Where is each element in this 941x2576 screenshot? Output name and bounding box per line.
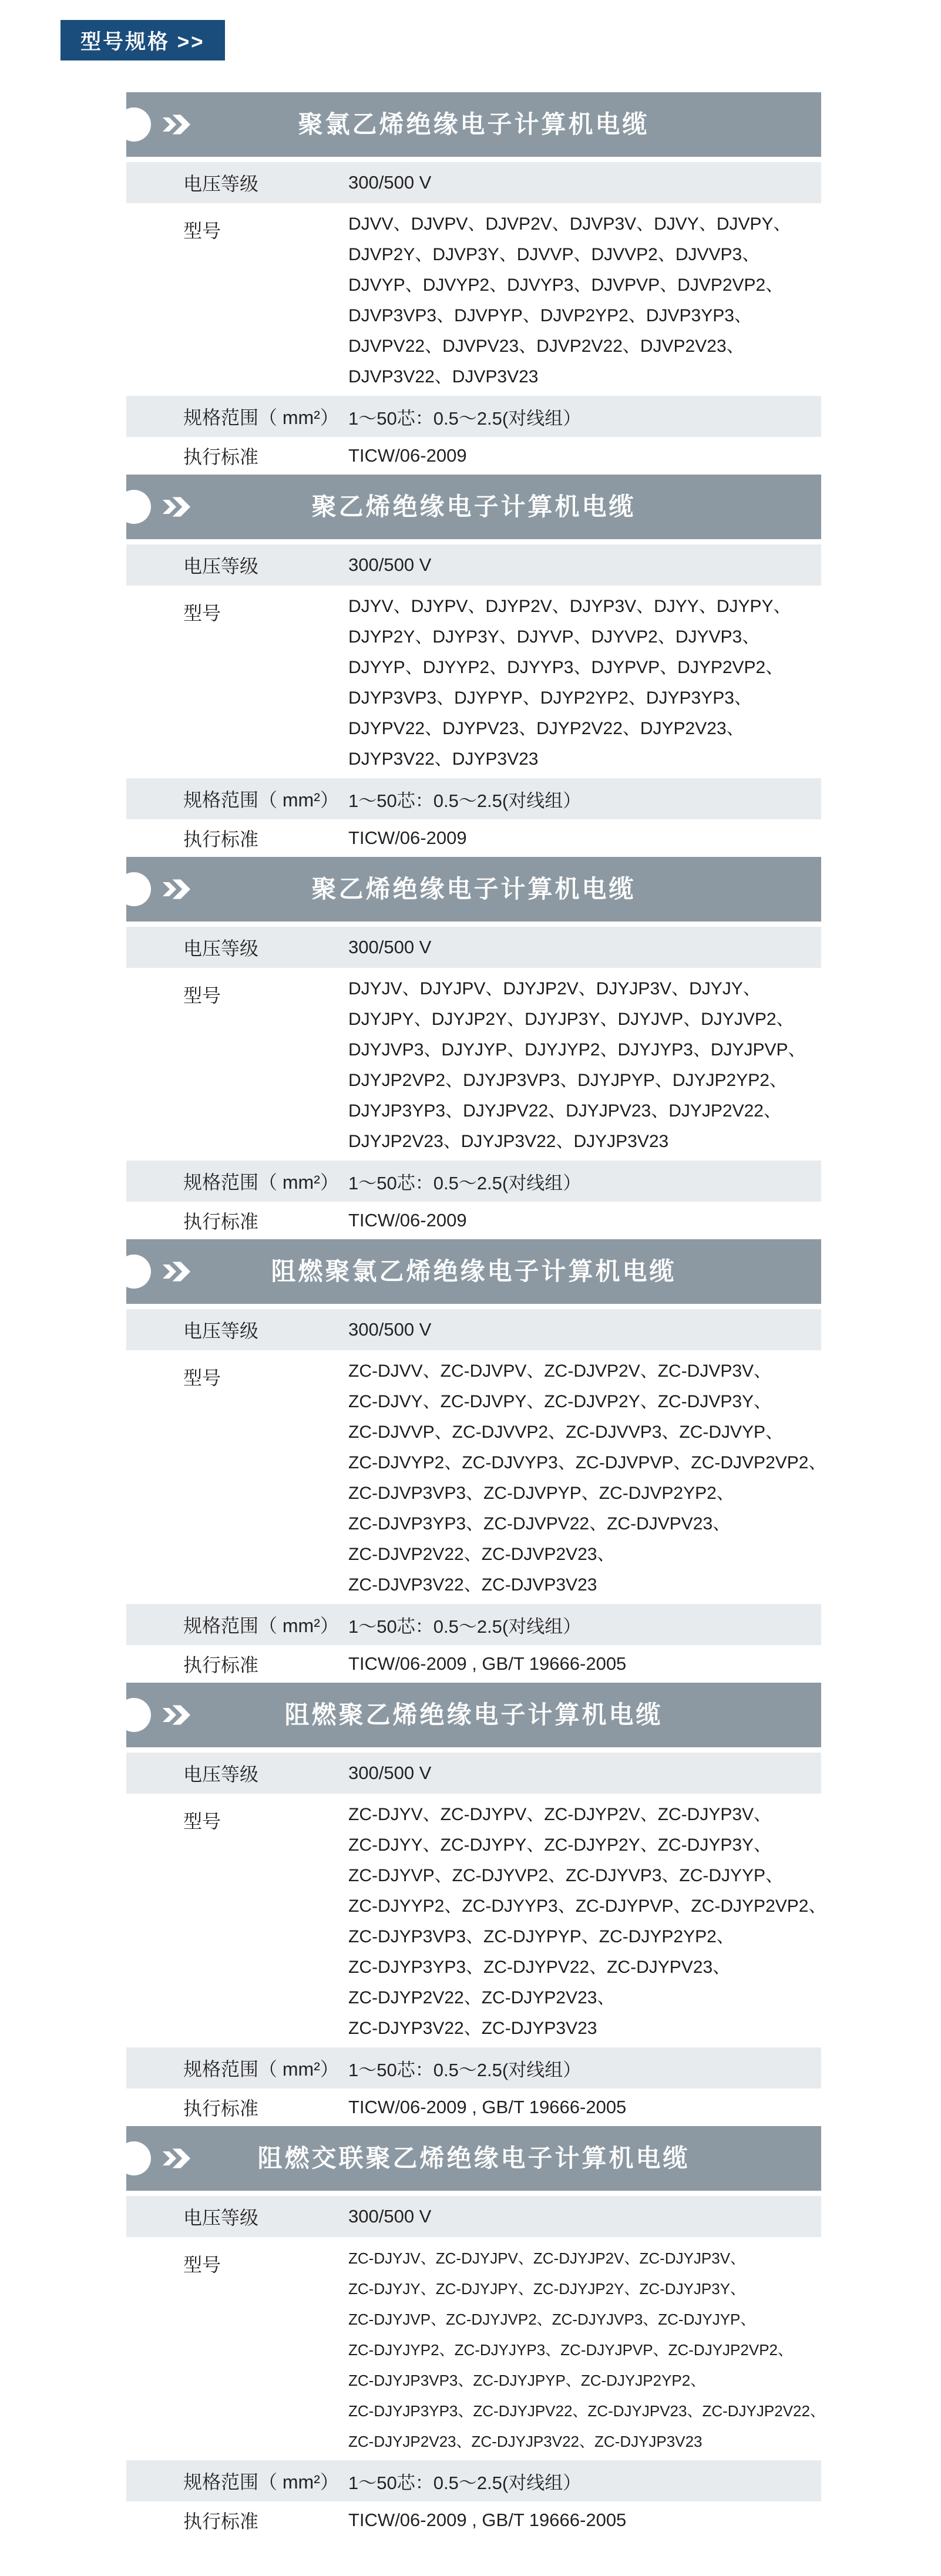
model-line: ZC-DJYJP3YP3、ZC-DJYJPV22、ZC-DJYJPV23、ZC-DJYJP2V22、 [348, 2402, 825, 2420]
model-lines [348, 974, 806, 1157]
voltage-row [126, 544, 821, 586]
spec-range-value: 1～50芯：0.5～2.5(对线组） [348, 2059, 582, 2080]
voltage-label: 电压等级 [183, 556, 259, 577]
section-pe [126, 475, 821, 857]
voltage-label: 电压等级 [183, 938, 259, 959]
standard-row [126, 2089, 821, 2126]
model-label: 型号 [183, 603, 221, 624]
standard-label: 执行标准 [183, 829, 259, 850]
model-line: DJYJPY、DJYJP2Y、DJYJP3Y、DJYJVP、DJYJVP2、 [348, 1010, 794, 1029]
model-line: DJVV、DJVPV、DJVP2V、DJVP3V、DJVY、DJVPY、 [348, 214, 791, 234]
model-row [126, 1350, 826, 1604]
standard-value: TICW/06-2009 , GB/T 19666-2005 [348, 2510, 627, 2530]
circle-notch-icon [117, 490, 151, 524]
spec-range-label: 规格范围（ mm²） [183, 407, 339, 428]
spec-range-value: 1～50芯：0.5～2.5(对线组） [348, 1616, 582, 1637]
section-header [126, 1683, 821, 1747]
arrow-icon [163, 877, 191, 901]
model-lines [348, 1800, 826, 2044]
model-line: ZC-DJYJYP2、ZC-DJYJYP3、ZC-DJYJPVP、ZC-DJYJP2VP2、 [348, 2341, 793, 2359]
voltage-label: 电压等级 [183, 1320, 259, 1341]
arrow-icon [163, 1260, 191, 1283]
model-line: DJVP3VP3、DJVPYP、DJVP2YP2、DJVP3YP3、 [348, 306, 752, 325]
spec-range-row [126, 778, 821, 819]
model-line: DJVP2Y、DJVP3Y、DJVVP、DJVVP2、DJVVP3、 [348, 245, 760, 264]
standard-value: TICW/06-2009 , GB/T 19666-2005 [348, 1653, 627, 1674]
arrow-icon [163, 495, 191, 519]
section-pvc [126, 92, 821, 475]
model-line: DJYV、DJYPV、DJYP2V、DJYP3V、DJYY、DJYPY、 [348, 597, 791, 616]
section-header [126, 475, 821, 539]
standard-row [126, 1645, 821, 1683]
model-line: ZC-DJVP3VP3、ZC-DJVPYP、ZC-DJVP2YP2、 [348, 1484, 734, 1503]
standard-value: TICW/06-2009 , GB/T 19666-2005 [348, 2097, 627, 2117]
standard-value: TICW/06-2009 [348, 828, 467, 848]
voltage-value: 300/500 V [348, 937, 432, 957]
arrow-icon [163, 113, 191, 136]
voltage-row [126, 162, 821, 203]
model-label: 型号 [183, 220, 221, 241]
spec-table [126, 92, 826, 2539]
model-line: DJVP3V22、DJVP3V23 [348, 367, 539, 386]
model-line: DJYJP2V23、DJYJP3V22、DJYJP3V23 [348, 1132, 669, 1151]
model-row [126, 2237, 825, 2460]
model-line: ZC-DJVP3YP3、ZC-DJVPV22、ZC-DJVPV23、 [348, 1514, 731, 1534]
section-title: 聚乙烯绝缘电子计算机电缆 [311, 493, 636, 520]
spec-range-row [126, 396, 821, 437]
standard-row [126, 2501, 821, 2539]
spec-range-value: 1～50芯：0.5～2.5(对线组） [348, 1172, 582, 1193]
spec-range-label: 规格范围（ mm²） [183, 1172, 339, 1193]
section-header [126, 92, 821, 157]
model-row [126, 586, 821, 778]
section-title: 聚氯乙烯绝缘电子计算机电缆 [298, 110, 650, 138]
spec-range-label: 规格范围（ mm²） [183, 1615, 339, 1636]
standard-value: TICW/06-2009 [348, 1210, 467, 1230]
section-title: 阻燃交联聚乙烯绝缘电子计算机电缆 [257, 2144, 690, 2172]
model-label: 型号 [183, 985, 221, 1006]
voltage-label: 电压等级 [183, 173, 259, 194]
model-line: ZC-DJVVP、ZC-DJVVP2、ZC-DJVVP3、ZC-DJVYP、 [348, 1422, 784, 1442]
model-line: DJVPV22、DJVPV23、DJVP2V22、DJVP2V23、 [348, 337, 744, 356]
voltage-value: 300/500 V [348, 172, 432, 193]
model-lines [348, 209, 791, 392]
spec-range-label: 规格范围（ mm²） [183, 789, 339, 811]
model-lines [348, 591, 791, 775]
model-label: 型号 [183, 1811, 221, 1832]
circle-notch-icon [117, 2141, 151, 2175]
model-line: ZC-DJYYP2、ZC-DJYYP3、ZC-DJYPVP、ZC-DJYP2VP2、 [348, 1896, 826, 1916]
model-line: ZC-DJYY、ZC-DJYPY、ZC-DJYP2Y、ZC-DJYP3Y、 [348, 1835, 772, 1855]
standard-row [126, 819, 821, 857]
voltage-value: 300/500 V [348, 554, 432, 575]
voltage-row [126, 1309, 821, 1350]
arrow-icon [163, 1703, 191, 1727]
model-lines [348, 2243, 825, 2457]
circle-notch-icon [117, 1698, 151, 1732]
section-title: 阻燃聚乙烯绝缘电子计算机电缆 [284, 1701, 663, 1728]
model-line: ZC-DJVY、ZC-DJVPY、ZC-DJVP2Y、ZC-DJVP3Y、 [348, 1392, 772, 1411]
model-line: DJYPV22、DJYPV23、DJYP2V22、DJYP2V23、 [348, 719, 744, 738]
standard-label: 执行标准 [183, 1654, 259, 1676]
model-line: ZC-DJYVP、ZC-DJYVP2、ZC-DJYVP3、ZC-DJYYP、 [348, 1866, 784, 1885]
spec-range-row [126, 2460, 821, 2501]
standard-value: TICW/06-2009 [348, 445, 467, 466]
circle-notch-icon [117, 1255, 151, 1289]
spec-badge[interactable]: 型号规格 >> [61, 20, 225, 60]
model-line: DJYP2Y、DJYP3Y、DJYVP、DJYVP2、DJYVP3、 [348, 627, 760, 647]
voltage-label: 电压等级 [183, 2207, 259, 2228]
model-line: DJYP3V22、DJYP3V23 [348, 749, 539, 769]
model-row [126, 968, 821, 1161]
model-line: ZC-DJYJV、ZC-DJYJPV、ZC-DJYJP2V、ZC-DJYJP3V、 [348, 2249, 746, 2267]
spec-range-value: 1～50芯：0.5～2.5(对线组） [348, 408, 582, 429]
model-line: ZC-DJYJVP、ZC-DJYJVP2、ZC-DJYJVP3、ZC-DJYJYP、 [348, 2311, 756, 2328]
model-line: ZC-DJYP3YP3、ZC-DJYPV22、ZC-DJYPV23、 [348, 1958, 731, 1977]
model-line: ZC-DJYP3V22、ZC-DJYP3V23 [348, 2019, 597, 2038]
spec-range-row [126, 2047, 821, 2089]
section-fr-pe [126, 1683, 826, 2126]
model-line: ZC-DJYP3VP3、ZC-DJYPYP、ZC-DJYP2YP2、 [348, 1927, 734, 1946]
spec-range-value: 1～50芯：0.5～2.5(对线组） [348, 790, 582, 811]
model-row [126, 203, 821, 396]
model-line: DJYJP3YP3、DJYJPV22、DJYJPV23、DJYJP2V22、 [348, 1101, 781, 1121]
model-line: DJVYP、DJVYP2、DJVYP3、DJVPVP、DJVP2VP2、 [348, 275, 784, 295]
voltage-value: 300/500 V [348, 1763, 432, 1783]
section-xlpe [126, 857, 821, 1239]
model-line: DJYJP2VP2、DJYJP3VP3、DJYJPYP、DJYJP2YP2、 [348, 1071, 787, 1090]
section-fr-pvc [126, 1239, 826, 1683]
voltage-value: 300/500 V [348, 2206, 432, 2227]
model-line: ZC-DJYJP2V23、ZC-DJYJP3V22、ZC-DJYJP3V23 [348, 2433, 703, 2450]
spec-range-row [126, 1604, 821, 1645]
voltage-value: 300/500 V [348, 1319, 432, 1340]
section-header [126, 1239, 821, 1304]
standard-row [126, 1202, 821, 1239]
model-line: ZC-DJYP2V22、ZC-DJYP2V23、 [348, 1988, 615, 2007]
model-line: ZC-DJVYP2、ZC-DJVYP3、ZC-DJVPVP、ZC-DJVP2VP2、 [348, 1453, 826, 1472]
model-line: ZC-DJVP3V22、ZC-DJVP3V23 [348, 1575, 597, 1595]
standard-label: 执行标准 [183, 2098, 259, 2119]
arrow-icon [163, 2147, 191, 2170]
section-header [126, 857, 821, 922]
section-title: 阻燃聚氯乙烯绝缘电子计算机电缆 [271, 1257, 677, 1285]
standard-row [126, 437, 821, 475]
model-line: DJYJVP3、DJYJYP、DJYJYP2、DJYJYP3、DJYJPVP、 [348, 1040, 806, 1060]
model-line: DJYJV、DJYJPV、DJYJP2V、DJYJP3V、DJYJY、 [348, 979, 761, 998]
voltage-label: 电压等级 [183, 1764, 259, 1785]
model-line: ZC-DJYJP3VP3、ZC-DJYJPYP、ZC-DJYJP2YP2、 [348, 2372, 706, 2389]
model-lines [348, 1356, 826, 1600]
voltage-row [126, 927, 821, 968]
standard-label: 执行标准 [183, 2511, 259, 2532]
circle-notch-icon [117, 107, 151, 142]
standard-label: 执行标准 [183, 1211, 259, 1232]
model-line: ZC-DJVP2V22、ZC-DJVP2V23、 [348, 1545, 615, 1564]
model-label: 型号 [183, 1367, 221, 1388]
spec-range-label: 规格范围（ mm²） [183, 2059, 339, 2080]
section-header [126, 2126, 821, 2191]
model-row [126, 1794, 826, 2047]
voltage-row [126, 2196, 821, 2237]
model-line: ZC-DJVV、ZC-DJVPV、ZC-DJVP2V、ZC-DJVP3V、 [348, 1361, 772, 1381]
section-fr-xlpe [126, 2126, 825, 2539]
model-label: 型号 [183, 2254, 221, 2275]
standard-label: 执行标准 [183, 446, 259, 468]
spec-range-value: 1～50芯：0.5～2.5(对线组） [348, 2472, 582, 2493]
model-line: DJYP3VP3、DJYPYP、DJYP2YP2、DJYP3YP3、 [348, 688, 752, 708]
model-line: ZC-DJYV、ZC-DJYPV、ZC-DJYP2V、ZC-DJYP3V、 [348, 1805, 772, 1824]
model-line: DJYYP、DJYYP2、DJYYP3、DJYPVP、DJYP2VP2、 [348, 658, 784, 677]
spec-range-label: 规格范围（ mm²） [183, 2471, 339, 2493]
model-line: ZC-DJYJY、ZC-DJYJPY、ZC-DJYJP2Y、ZC-DJYJP3Y、 [348, 2280, 746, 2298]
section-title: 聚乙烯绝缘电子计算机电缆 [311, 875, 636, 903]
circle-notch-icon [117, 872, 151, 906]
spec-range-row [126, 1161, 821, 1202]
voltage-row [126, 1753, 821, 1794]
